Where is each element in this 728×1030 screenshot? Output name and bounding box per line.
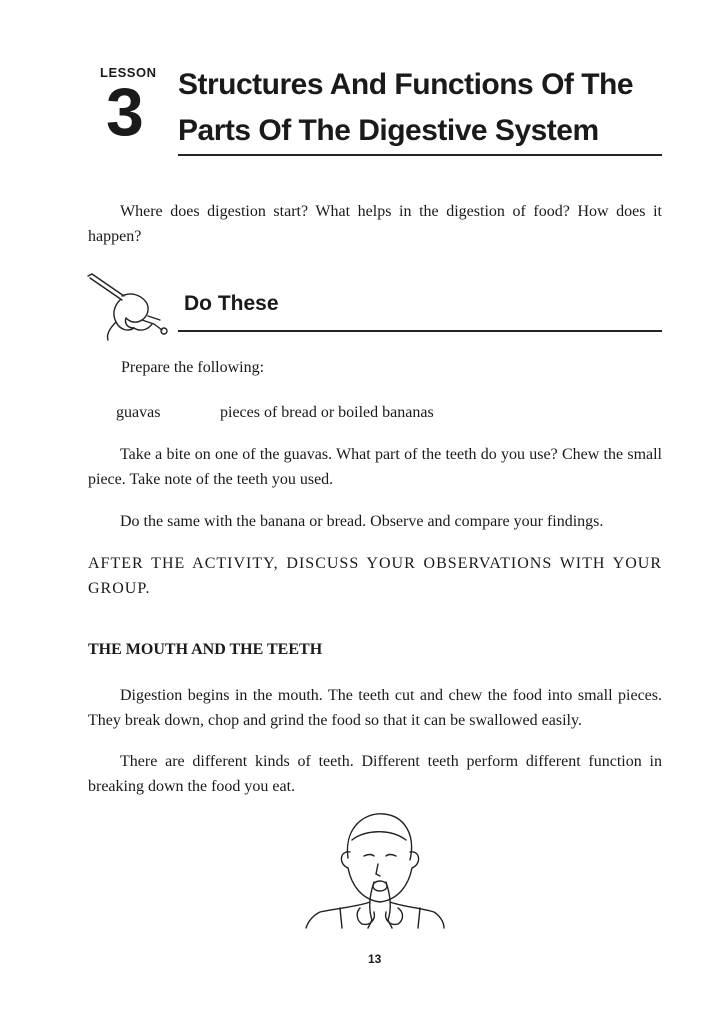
activity-step-2: Do the same with the banana or bread. Observe and compare your findings. [120, 513, 604, 530]
writing-hand-icon [86, 270, 178, 342]
page-number: 13 [368, 952, 382, 966]
material-item-guavas: guavas [116, 404, 161, 421]
lesson-title [178, 62, 678, 154]
section-paragraph-2: There are different kinds of teeth. Different teeth perform different function in breaking down the food you eat. [88, 753, 662, 795]
activity-after-note: AFTER THE ACTIVITY, DISCUSS YOUR OBSERVATIONS WITH YOUR GROUP. [88, 555, 662, 597]
child-eating-banana-illustration [300, 808, 448, 934]
title-line-1: Structures And Functions Of The [178, 68, 634, 101]
title-rule [178, 154, 662, 156]
activity-rule [178, 330, 662, 332]
lesson-number: 3 [106, 74, 144, 150]
material-item-bread: pieces of bread or boiled bananas [220, 404, 434, 421]
intro-paragraph: Where does digestion start? What helps in the digestion of food? How does it happen? [88, 203, 662, 245]
section-heading: THE MOUTH AND THE TEETH [88, 641, 323, 658]
activity-step-1: Take a bite on one of the guavas. What part of the teeth do you use? Chew the small piece. Take note of the teeth you used. [88, 446, 662, 488]
title-line-2: Parts Of The Digestive System [178, 114, 599, 147]
lesson-label: LESSON [100, 65, 157, 80]
section-paragraph-1: Digestion begins in the mouth. The teeth cut and chew the food into small pieces. They break down, chop and grind the food so that it can be swallowed easily. [88, 687, 662, 729]
prepare-text: Prepare the following: [121, 359, 265, 376]
activity-heading: Do These [184, 292, 279, 315]
